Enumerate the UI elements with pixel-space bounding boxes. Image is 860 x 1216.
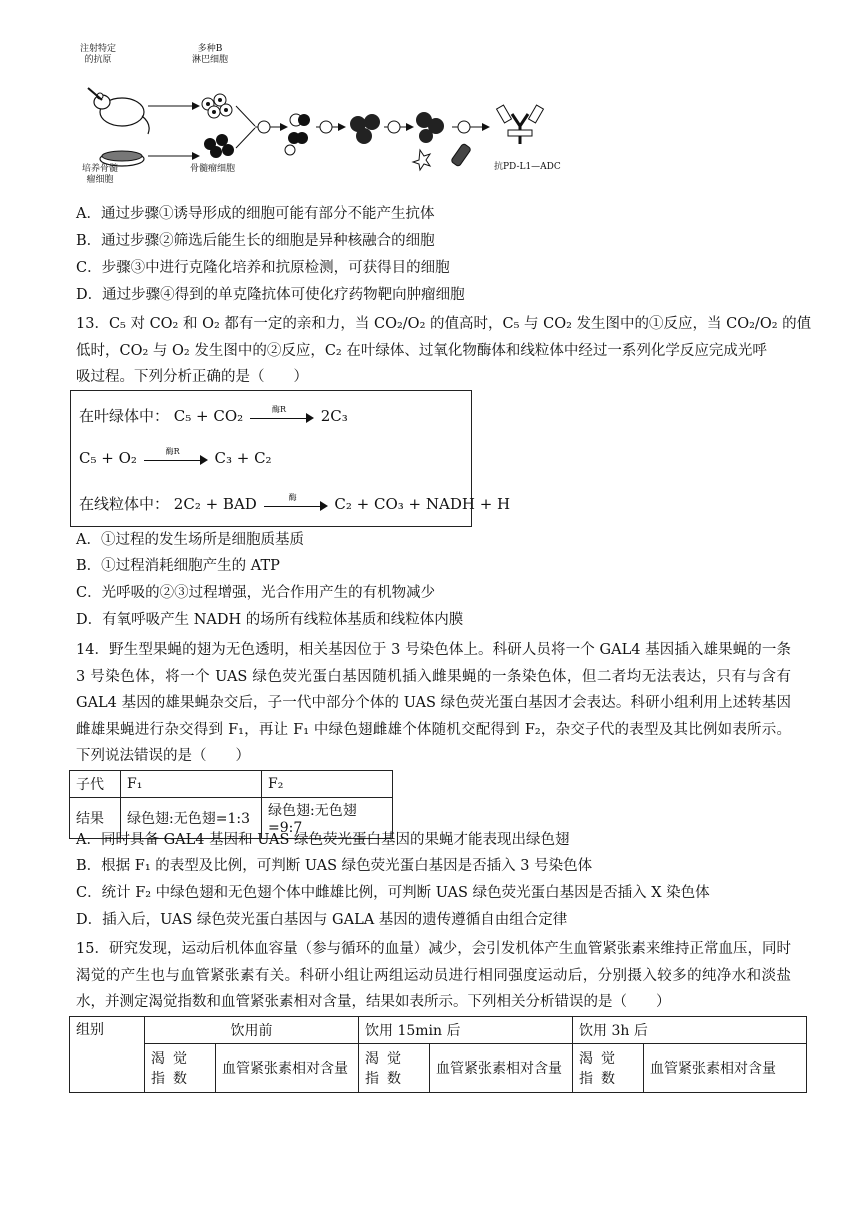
b-cells-icon (202, 94, 232, 118)
q13-stem-line-2: 低时，CO₂ 与 O₂ 发生图中的②反应，C₂ 在叶绿体、过氧化物酶体和线粒体中经过一系列化学反应完成光呼 (76, 343, 767, 359)
q15-table (69, 1016, 807, 1093)
arrow-icon (144, 447, 208, 466)
q14-table-header-f1: F₁ (121, 771, 262, 798)
q14-option-a: A．同时具备 GAL4 基因和 UAS 绿色荧光蛋白基因的果蝇才能表现出绿色翅 (76, 832, 570, 848)
q15-table-thirst-before: 渴觉指数 (145, 1044, 216, 1093)
q14-table-f2-result: 绿色翅:无色翅=9:7 (262, 798, 393, 839)
q14-table-row-result: 结果 (70, 798, 121, 839)
q13-stem-line-3: 吸过程。下列分析正确的是（ ） (76, 369, 308, 385)
q12-option-b: B．通过步骤②筛选后能生长的细胞是异种核融合的细胞 (76, 233, 435, 249)
mouse-icon (88, 88, 149, 134)
formula-box (70, 390, 511, 527)
label-myeloma-cells: 骨髓瘤细胞 (190, 164, 236, 174)
q15-table-after3h-header: 饮用 3h 后 (573, 1017, 807, 1044)
q13-stem-line-1: 13．C₅ 对 CO₂ 和 O₂ 都有一定的亲和力，当 CO₂/O₂ 的值高时，C₅ 与 CO₂ 发生图中的①反应，当 CO₂/O₂ 的值 (76, 316, 812, 332)
formula-2-right: C₃ + C₂ (214, 449, 272, 467)
q15-table-thirst-3h: 渴觉指数 (573, 1044, 644, 1093)
myeloma-cells-icon (204, 134, 234, 158)
q15-table-group-header: 组别 (70, 1017, 145, 1093)
formula-3-enzyme: 酶 (288, 493, 297, 502)
label-adc: 抗PD-L1—ADC (494, 162, 561, 172)
fused-cells-icon (285, 114, 310, 155)
hybridoma-cells-icon (350, 114, 380, 144)
formula-3 (79, 493, 510, 514)
formula-1-prefix: 在叶绿体中： (79, 407, 170, 425)
hybridoma-diagram (80, 44, 570, 185)
q15-table-angio-15min: 血管紧张素相对含量 (430, 1044, 573, 1093)
q12-option-a: A．通过步骤①诱导形成的细胞可能有部分不能产生抗体 (76, 206, 435, 222)
formula-1-enzyme: 酶R (271, 405, 286, 414)
q13-option-c: C．光呼吸的②③过程增强，光合作用产生的有机物减少 (76, 585, 436, 601)
diagram-art (80, 44, 570, 174)
q13-option-a: A．①过程的发生场所是细胞质基质 (76, 532, 304, 548)
label-culture-myeloma: 培养骨髓 瘤细胞 (82, 164, 119, 185)
q15-table-angio-before: 血管紧张素相对含量 (216, 1044, 359, 1093)
q12-option-d: D．通过步骤④得到的单克隆抗体可使化疗药物靶向肿瘤细胞 (76, 287, 465, 303)
arrow-icon (250, 405, 314, 424)
formula-2-enzyme: 酶R (165, 447, 180, 456)
q14-table-f1-result: 绿色翅:无色翅=1:3 (121, 798, 262, 839)
formula-3-left: 2C₂ + BAD (173, 495, 257, 513)
formula-1-right: 2C₃ (320, 407, 348, 425)
arrow-icon (264, 493, 328, 512)
formula-1-left: C₅ + CO₂ (173, 407, 244, 425)
formula-3-right: C₂ + CO₃ + NADH + H (334, 495, 511, 513)
q14-table-header-offspring: 子代 (70, 771, 121, 798)
label-b-cells: 多种B 淋巴细胞 (192, 44, 229, 65)
label-inject-antigen: 注射特定 的抗原 (80, 44, 117, 65)
formula-1 (79, 405, 348, 426)
q15-table-after15-header: 饮用 15min 后 (359, 1017, 573, 1044)
q15-table-angio-3h: 血管紧张素相对含量 (644, 1044, 807, 1093)
q15-table-thirst-15min: 渴觉指数 (359, 1044, 430, 1093)
formula-2-left: C₅ + O₂ (79, 449, 137, 467)
q14-option-c: C．统计 F₂ 中绿色翅和无色翅个体中雌雄比例，可判断 UAS 绿色荧光蛋白基因是否插入 X 染色体 (76, 885, 710, 901)
antibody-cells-icon (413, 112, 444, 170)
q12-option-c: C．步骤③中进行克隆化培养和抗原检测，可获得目的细胞 (76, 260, 450, 276)
formula-3-prefix: 在线粒体中： (79, 495, 170, 513)
q14-option-b: B．根据 F₁ 的表型及比例，可判断 UAS 绿色荧光蛋白基因是否插入 3 号染色体 (76, 858, 593, 874)
q15-table-before-header: 饮用前 (145, 1017, 359, 1044)
formula-2 (79, 449, 272, 467)
adc-antibody-icon (497, 105, 544, 144)
q14-table-header-f2: F₂ (262, 771, 393, 798)
q13-option-b: B．①过程消耗细胞产生的 ATP (76, 558, 280, 574)
q15-stem: 15．研究发现，运动后机体血容量（参与循环的血量）减少，会引发机体产生血管紧张素来维持正常血压，同时渴觉的产生也与血管紧张素有关。科研小组让两组运动员进行相同强度运动后，分别摄入较多的纯净水和淡盐水，并测定渴觉指数和血管紧张素相对含量，结果如表所示。下列相关分析错误的是（ ） (76, 941, 791, 1010)
q14-stem: 14．野生型果蝇的翅为无色透明，相关基因位于 3 号染色体上。科研人员将一个 GAL4 基因插入雄果蝇的一条 3 号染色体，将一个 UAS 绿色荧光蛋白基因随机插入雌果蝇的一条染色体，但二者均无法表达，只有与含有 GAL4 基因的雄果蝇杂交后，子一代中部分个体的 UAS 绿色荧光蛋白基因才会表达。科研小组利用上述转基因雌雄果蝇进行杂交得到 F₁，再让 F₁ 中绿色翅雌雄个体随机交配得到 F₂，杂交子代的表型及其比例如表所示。下列说法错误的是（ ） (76, 642, 791, 764)
q14-table (69, 770, 393, 839)
q14-option-d: D．插入后，UAS 绿色荧光蛋白基因与 GALA 基因的遗传遵循自由组合定律 (76, 912, 568, 928)
q13-option-d: D．有氧呼吸产生 NADH 的场所有线粒体基质和线粒体内膜 (76, 612, 464, 628)
